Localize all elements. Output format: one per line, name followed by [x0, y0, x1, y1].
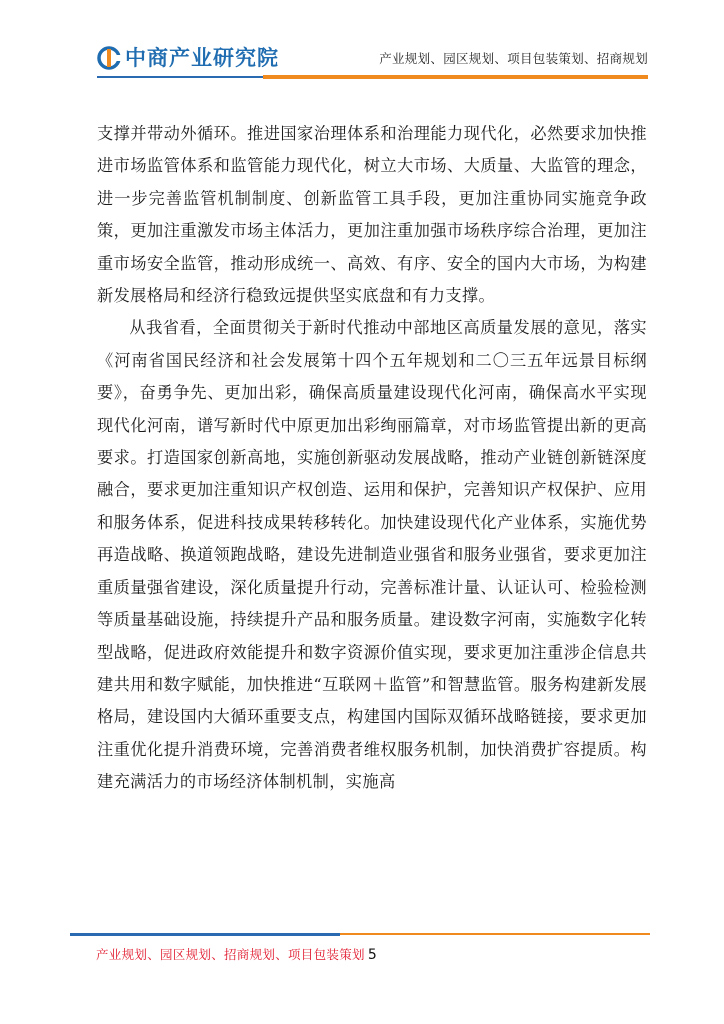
- body-text: [97, 118, 647, 799]
- logo-icon: [97, 46, 121, 70]
- page-footer: [96, 945, 377, 963]
- footer-divider-orange: [340, 933, 650, 935]
- page-number: 5: [367, 947, 378, 963]
- paragraph-1: 支撑并带动外循环。推进国家治理体系和治理能力现代化，必然要求加快推进市场监管体系和监管能力现代化，树立大市场、大质量、大监管的理念，进一步完善监管机制制度、创新监管工具手段，更加注重协同实施竞争政策，更加注重激发市场主体活力，更加注重加强市场秩序综合治理，更加注重市场安全监管，推动形成统一、高效、有序、安全的国内大市场，为构建新发展格局和经济行稳致远提供坚实底盘和有力支撑。: [97, 124, 647, 306]
- header-divider-blue: [97, 76, 263, 78]
- paragraph-2: 从我省看，全面贯彻关于新时代推动中部地区高质量发展的意见，落实《河南省国民经济和社会发展第十四个五年规划和二〇三五年远景目标纲要》，奋勇争先、更加出彩，确保高质量建设现代化河南，确保高水平实现现代化河南，谱写新时代中原更加出彩绚丽篇章，对市场监管提出新的更高要求。打造国家创新高地，实施创新驱动发展战略，推动产业链创新链深度融合，要求更加注重知识产权创造、运用和保护，完善知识产权保护、应用和服务体系，促进科技成果转移转化。加快建设现代化产业体系，实施优势再造战略、换道领跑战略，建设先进制造业强省和服务业强省，要求更加注重质量强省建设，深化质量提升行动，完善标准计量、认证认可、检验检测等质量基础设施，持续提升产品和服务质量。建设数字河南，实施数字化转型战略，促进政府效能提升和数字资源价值实现，要求更加注重涉企信息共建共用和数字赋能，加快推进“互联网＋监管”和智慧监管。服务构建新发展格局，建设国内大循环重要支点，构建国内国际双循环战略链接，要求更加注重优化提升消费环境，完善消费者维权服务机制，加快消费扩容提质。构建充满活力的市场经济体制机制，实施高: [97, 318, 647, 792]
- page-header: [0, 0, 724, 90]
- header-divider-orange: [263, 75, 648, 79]
- footer-divider-blue: [70, 933, 340, 936]
- logo-text: 中商产业研究院: [125, 46, 279, 70]
- header-tagline: 产业规划、园区规划、项目包装策划、招商规划: [379, 51, 648, 66]
- logo: [97, 44, 279, 72]
- footer-tagline: 产业规划、园区规划、招商规划、项目包装策划: [96, 947, 365, 962]
